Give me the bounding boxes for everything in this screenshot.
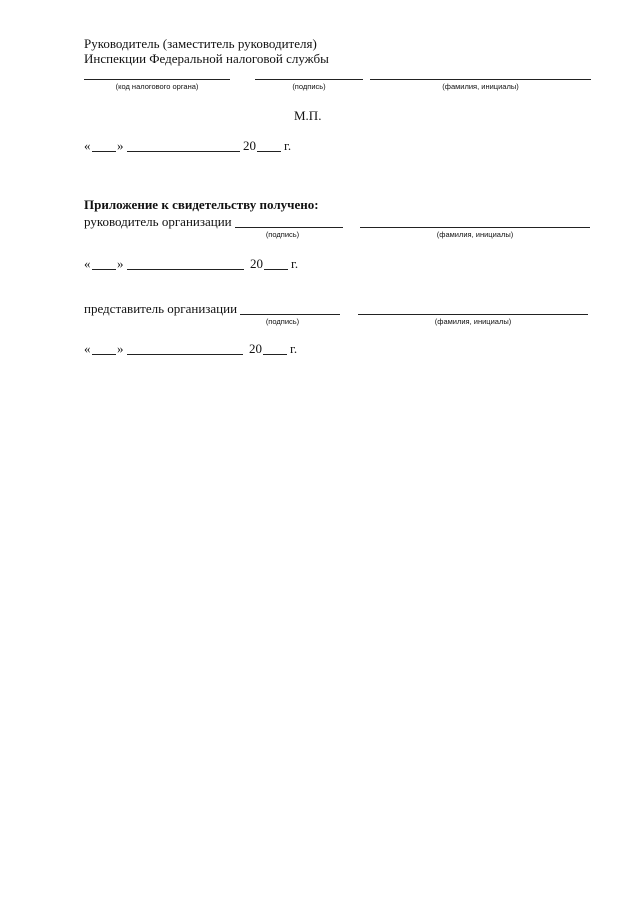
head-name-field[interactable] xyxy=(360,227,590,228)
date-day-field-1[interactable] xyxy=(92,151,116,152)
date-year-prefix-2: 20 xyxy=(250,256,263,271)
inspector-signature-field[interactable] xyxy=(255,79,363,80)
head-signature-caption: (подпись) xyxy=(265,230,300,239)
date-month-field-2[interactable] xyxy=(127,269,244,270)
date-open-quote-1: « xyxy=(84,138,91,153)
representative-name-field[interactable] xyxy=(358,314,588,315)
header-line-1: Руководитель (заместитель руководителя) xyxy=(84,36,317,51)
date-year-field-2[interactable] xyxy=(264,269,288,270)
date-month-field-1[interactable] xyxy=(127,151,240,152)
date-month-field-3[interactable] xyxy=(127,354,243,355)
date-year-field-3[interactable] xyxy=(263,354,287,355)
head-name-caption: (фамилия, инициалы) xyxy=(436,230,514,239)
inspector-name-field[interactable] xyxy=(370,79,591,80)
date-year-suffix-2: г. xyxy=(291,256,299,271)
date-year-suffix-3: г. xyxy=(290,341,298,356)
date-year-suffix-1: г. xyxy=(284,138,292,153)
tax-code-caption: (код налогового органа) xyxy=(115,82,199,91)
date-close-quote-2: » xyxy=(117,256,124,271)
date-day-field-2[interactable] xyxy=(92,269,116,270)
date-close-quote-3: » xyxy=(117,341,124,356)
inspector-name-caption: (фамилия, инициалы) xyxy=(442,82,519,91)
head-signature-field[interactable] xyxy=(235,227,343,228)
inspector-signature-caption: (подпись) xyxy=(292,82,326,91)
representative-name-caption: (фамилия, инициалы) xyxy=(434,317,512,326)
representative-signature-field[interactable] xyxy=(240,314,340,315)
date-year-field-1[interactable] xyxy=(257,151,281,152)
header-line-2: Инспекции Федеральной налоговой службы xyxy=(84,51,329,66)
date-close-quote-1: » xyxy=(117,138,124,153)
date-open-quote-3: « xyxy=(84,341,91,356)
representative-label: представитель организации xyxy=(84,301,238,316)
representative-signature-caption: (подпись) xyxy=(265,317,300,326)
stamp-label: М.П. xyxy=(294,108,322,123)
date-year-prefix-3: 20 xyxy=(249,341,262,356)
tax-code-field[interactable] xyxy=(84,79,230,80)
date-open-quote-2: « xyxy=(84,256,91,271)
date-year-prefix-1: 20 xyxy=(243,138,256,153)
head-label: руководитель организации xyxy=(84,214,232,229)
receipt-heading: Приложение к свидетельству получено: xyxy=(84,197,319,212)
date-day-field-3[interactable] xyxy=(92,354,116,355)
